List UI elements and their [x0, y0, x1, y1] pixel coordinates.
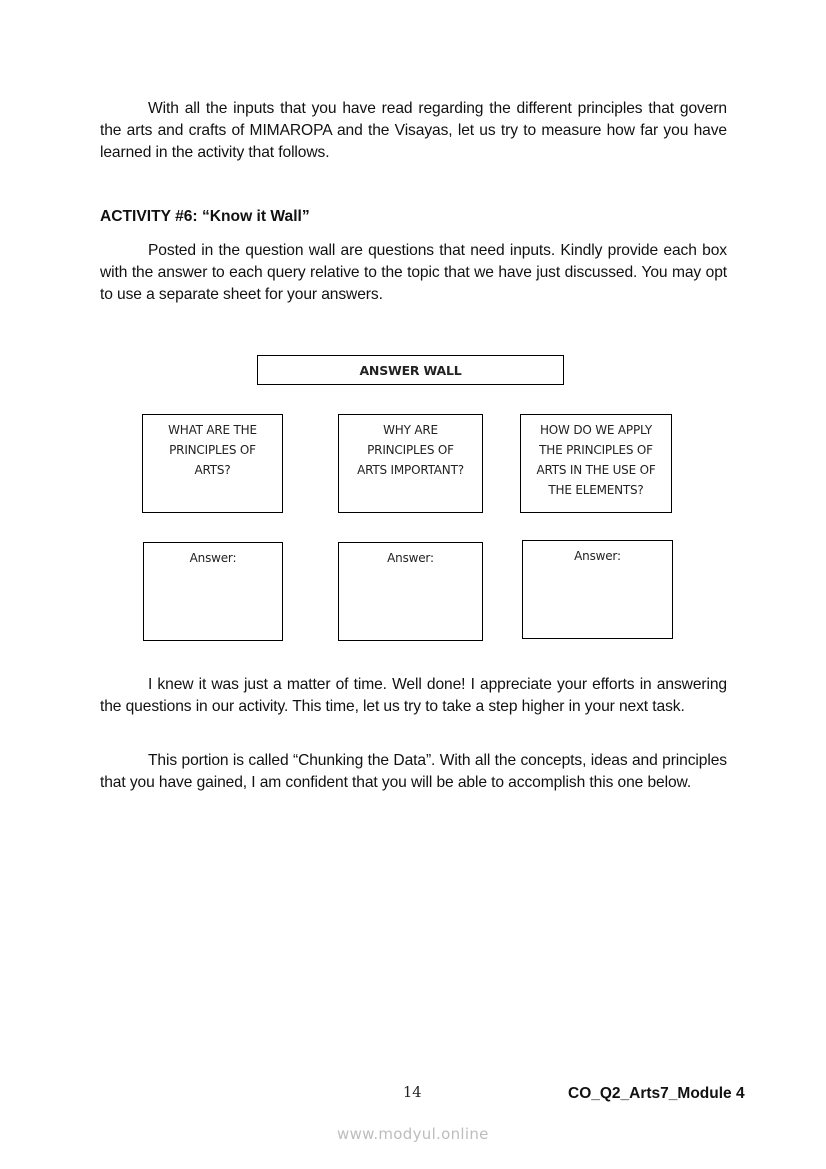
closing-paragraph-2: This portion is called “Chunking the Data”. With all the concepts, ideas and principles that you have gained, I am confident that you will be able to accomplish this one below.: [100, 752, 727, 791]
question-box-principles: WHAT ARE THE PRINCIPLES OF ARTS?: [142, 414, 283, 513]
activity-instructions: Posted in the question wall are questions that need inputs. Kindly provide each box with the answer to each query relative to the topic that we have just discussed. You may opt to use a separate sheet for your answers.: [100, 242, 727, 303]
intro-paragraph: With all the inputs that you have read regarding the different principles that govern the arts and crafts of MIMAROPA and the Visayas, let us try to measure how far you have learned in the activity that follows.: [100, 100, 727, 161]
answer-wall-title-box: ANSWER WALL: [257, 355, 564, 385]
answer-box-importance[interactable]: Answer:: [338, 542, 483, 641]
question-box-importance: WHY ARE PRINCIPLES OF ARTS IMPORTANT?: [338, 414, 483, 513]
activity-heading: ACTIVITY #6: “Know it Wall”: [100, 208, 310, 225]
watermark: www.modyul.online: [337, 1125, 489, 1143]
question-box-application: HOW DO WE APPLY THE PRINCIPLES OF ARTS IN THE USE OF THE ELEMENTS?: [520, 414, 672, 513]
closing-paragraph-1: I knew it was just a matter of time. Well done! I appreciate your efforts in answering the questions in our activity. This time, let us try to take a step higher in your next task.: [100, 676, 727, 715]
answer-box-application[interactable]: Answer:: [522, 540, 673, 639]
page-number: 14: [403, 1085, 422, 1101]
answer-box-principles[interactable]: Answer:: [143, 542, 283, 641]
module-code: CO_Q2_Arts7_Module 4: [568, 1085, 745, 1102]
